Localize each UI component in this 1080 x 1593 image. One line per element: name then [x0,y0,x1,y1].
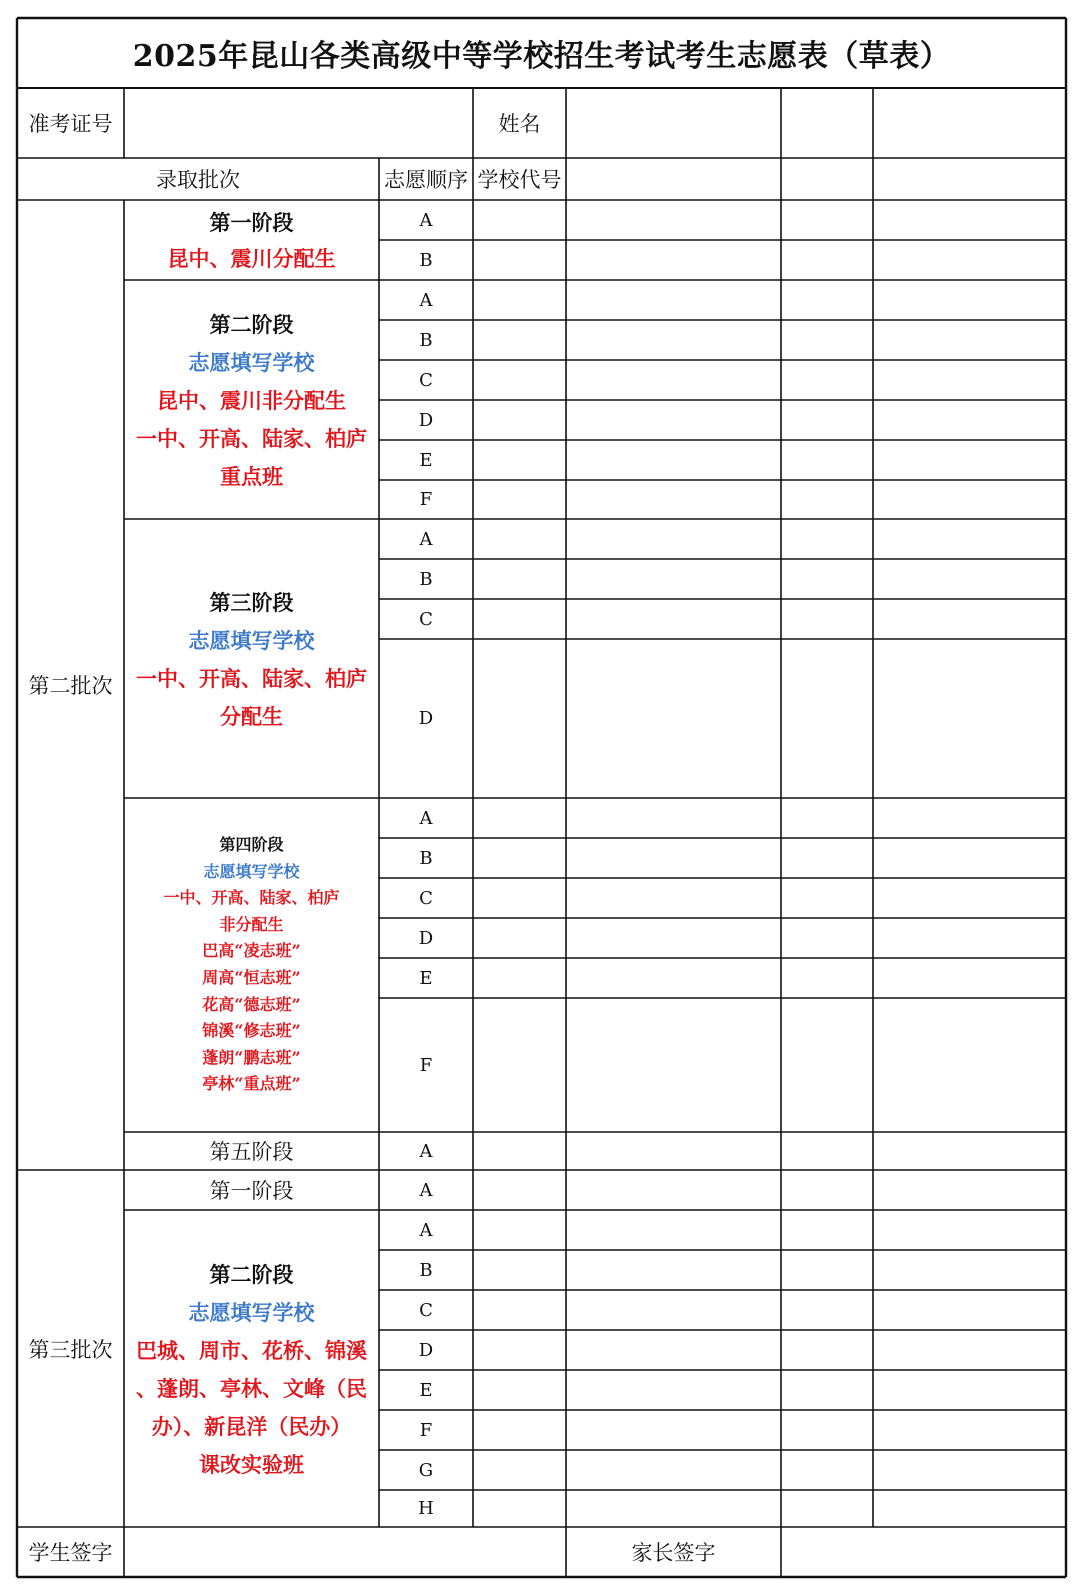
stage-title: 第三阶段 [209,589,294,615]
stage-line: 蓬朗“鹏志班” [202,1047,301,1067]
option-letter: A [419,1179,433,1201]
option-letter: F [419,1054,433,1076]
batch-column-header: 录取批次 [156,168,240,192]
form-title: 2025年昆山各类高级中等学校招生考试考生志愿表（草表） [132,39,951,74]
stage-line: 分配生 [220,703,283,729]
stage-title: 第二阶段 [209,1261,294,1287]
option-letter: D [418,927,434,949]
option-letter: B [419,1259,433,1281]
stage-line: 锦溪“修志班” [202,1021,301,1041]
stage-line: 课改实验班 [199,1451,304,1477]
option-letter: D [418,409,434,431]
stage-hint: 志愿填写学校 [188,1299,315,1325]
batch2-label: 第二批次 [28,674,113,698]
batch2-stage4 [124,798,379,1132]
stage-line: 一中、开高、陆家、柏庐 [136,425,367,451]
stage-line: 办）、新昆洋（民办） [151,1413,352,1439]
stage-desc: 昆中、震川分配生 [167,246,336,271]
parent-sign-label: 家长签字 [631,1541,716,1565]
stage-line: 巴高“凌志班” [202,941,301,961]
stage-title: 第四阶段 [219,835,284,855]
option-letter: B [419,329,433,351]
stage-line: 巴城、周市、花桥、锦溪 [136,1337,367,1363]
stage-line: 昆中、震川非分配生 [157,387,346,413]
option-letter: E [419,967,433,989]
student-sign-field[interactable] [124,1527,566,1577]
stage-line: 重点班 [220,463,283,489]
option-letter: B [419,568,433,590]
order-column-header: 志愿顺序 [384,168,468,192]
stage-line: 亭林“重点班” [202,1074,301,1094]
option-letter: D [418,1339,434,1361]
batch2-stage5-title: 第五阶段 [209,1140,294,1164]
option-letter: C [419,369,433,391]
stage-title: 第一阶段 [209,210,294,235]
student-sign-label: 学生签字 [28,1541,113,1565]
exam-number-label: 准考证号 [28,112,113,136]
option-letter: A [419,807,433,829]
option-letter: F [419,1419,433,1441]
option-letter: G [418,1459,434,1481]
option-letter: A [419,209,433,231]
option-letter: E [419,449,433,471]
option-letter: A [419,289,433,311]
option-letter: A [419,528,433,550]
stage-title: 第二阶段 [209,311,294,337]
parent-sign-field[interactable] [781,1527,1066,1577]
option-letter: C [419,608,433,630]
option-letter: B [419,847,433,869]
batch3-label: 第三批次 [28,1337,113,1362]
batch2-stage2 [124,280,379,519]
batch2-stage1 [124,200,379,280]
batch2-stage3 [124,519,379,798]
batch3-stage2 [124,1210,379,1527]
option-letter: E [419,1379,433,1401]
stage-line: 一中、开高、陆家、柏庐 [163,888,340,908]
stage-line: 、蓬朗、亭林、文峰（民 [136,1375,367,1401]
option-letter: F [419,489,433,510]
name-field[interactable] [566,88,781,158]
exam-number-field[interactable] [124,88,473,158]
stage-hint: 志愿填写学校 [203,861,300,881]
option-letter: D [418,708,434,729]
option-letter: A [419,1219,433,1241]
batch3-stage1-title: 第一阶段 [209,1179,294,1203]
option-letter: B [419,249,433,271]
stage-hint: 志愿填写学校 [188,349,315,375]
name-label: 姓名 [498,112,541,136]
option-letter: C [419,887,433,909]
stage-line: 非分配生 [219,914,284,934]
option-letter: C [419,1299,433,1321]
option-letter: A [419,1140,433,1162]
option-letter: H [418,1498,434,1519]
stage-line: 花高“德志班” [202,994,301,1014]
stage-line: 周高“恒志班” [202,968,301,987]
stage-line: 一中、开高、陆家、柏庐 [136,665,367,691]
stage-hint: 志愿填写学校 [188,627,315,653]
code-column-header: 学校代号 [477,168,562,192]
